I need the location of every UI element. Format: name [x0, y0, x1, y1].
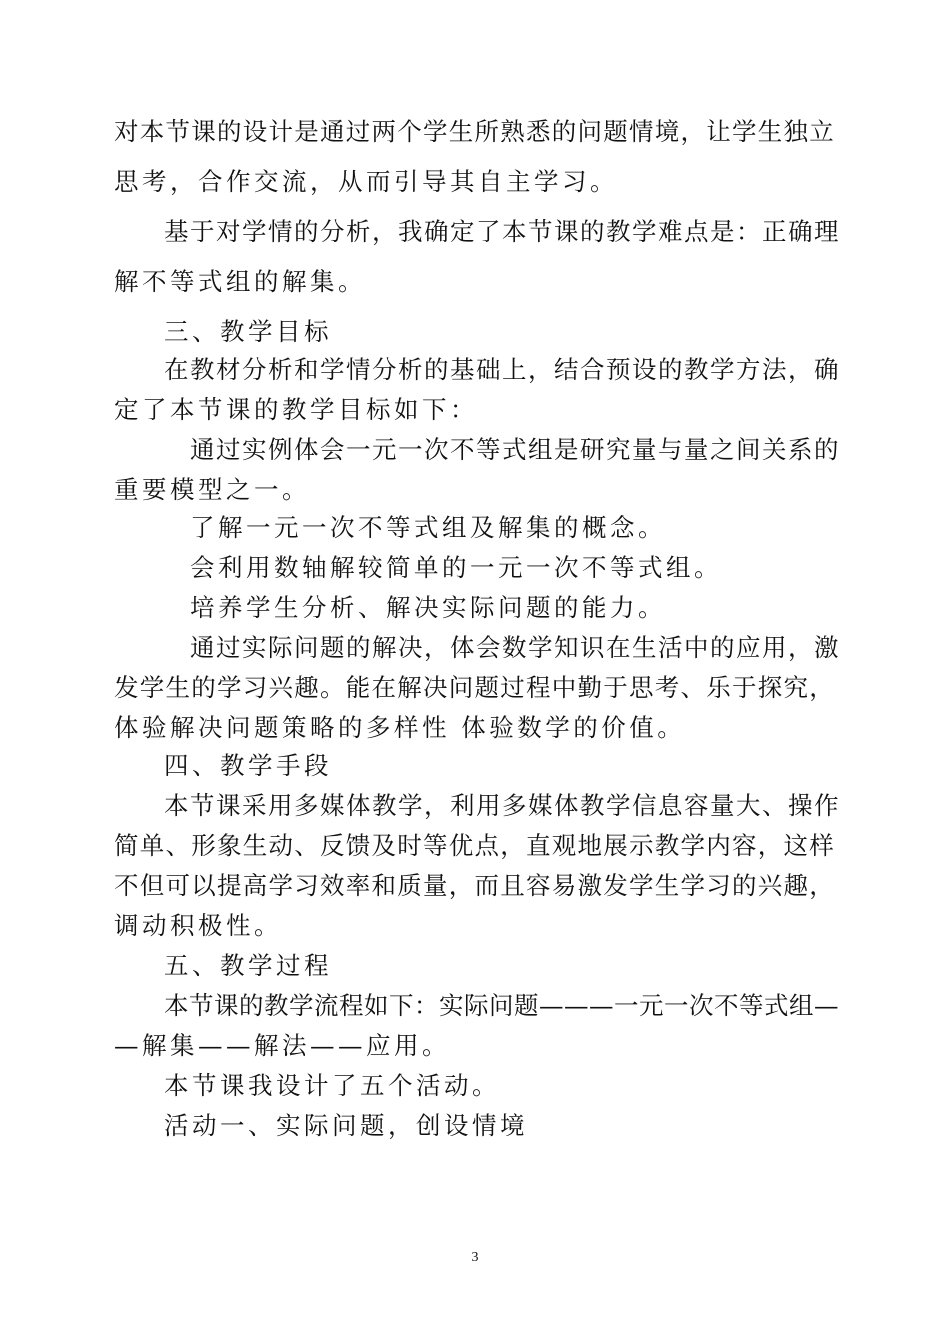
page-number: 3: [471, 1250, 479, 1265]
text-line: 本节课我设计了五个活动。: [164, 1071, 500, 1100]
text-line: 本节课的教学流程如下：实际问题———一元一次不等式组—: [164, 991, 839, 1020]
text-line: 通过实例体会一元一次不等式组是研究量与量之间关系的: [190, 435, 840, 464]
text-line: 会利用数轴解较简单的一元一次不等式组。: [190, 553, 722, 582]
text-line: 解不等式组的解集。: [114, 267, 366, 296]
text-line: 发学生的学习兴趣。能在解决问题过程中勤于思考、乐于探究，: [114, 673, 835, 702]
text-line: 活动一、实际问题，创设情境: [164, 1111, 528, 1140]
text-line: —解集——解法——应用。: [114, 1031, 450, 1060]
text-line: 在教材分析和学情分析的基础上，结合预设的教学方法，确: [164, 355, 840, 384]
text-line: 基于对学情的分析，我确定了本节课的教学难点是：正确理: [164, 217, 840, 246]
text-line: 简单、形象生动、反馈及时等优点，直观地展示教学内容，这样: [114, 831, 835, 860]
text-line: 本节课采用多媒体教学，利用多媒体教学信息容量大、操作: [164, 791, 840, 820]
text-line: 对本节课的设计是通过两个学生所熟悉的问题情境，让学生独立: [114, 117, 835, 146]
section-heading: 四、教学手段: [164, 751, 332, 780]
text-line: 思考，合作交流，从而引导其自主学习。: [114, 167, 618, 196]
text-line: 通过实际问题的解决，体会数学知识在生活中的应用，激: [190, 633, 840, 662]
section-heading: 五、教学过程: [164, 951, 332, 980]
text-line: 体验解决问题策略的多样性 体验数学的价值。: [114, 713, 686, 742]
text-line: 了解一元一次不等式组及解集的概念。: [190, 513, 666, 542]
text-line: 调动积极性。: [114, 911, 282, 940]
text-line: 重要模型之一。: [114, 475, 310, 504]
text-line: 培养学生分析、解决实际问题的能力。: [190, 593, 666, 622]
section-heading: 三、教学目标: [164, 317, 332, 346]
text-line: 定了本节课的教学目标如下：: [114, 395, 478, 424]
text-line: 不但可以提高学习效率和质量，而且容易激发学生学习的兴趣，: [114, 871, 835, 900]
